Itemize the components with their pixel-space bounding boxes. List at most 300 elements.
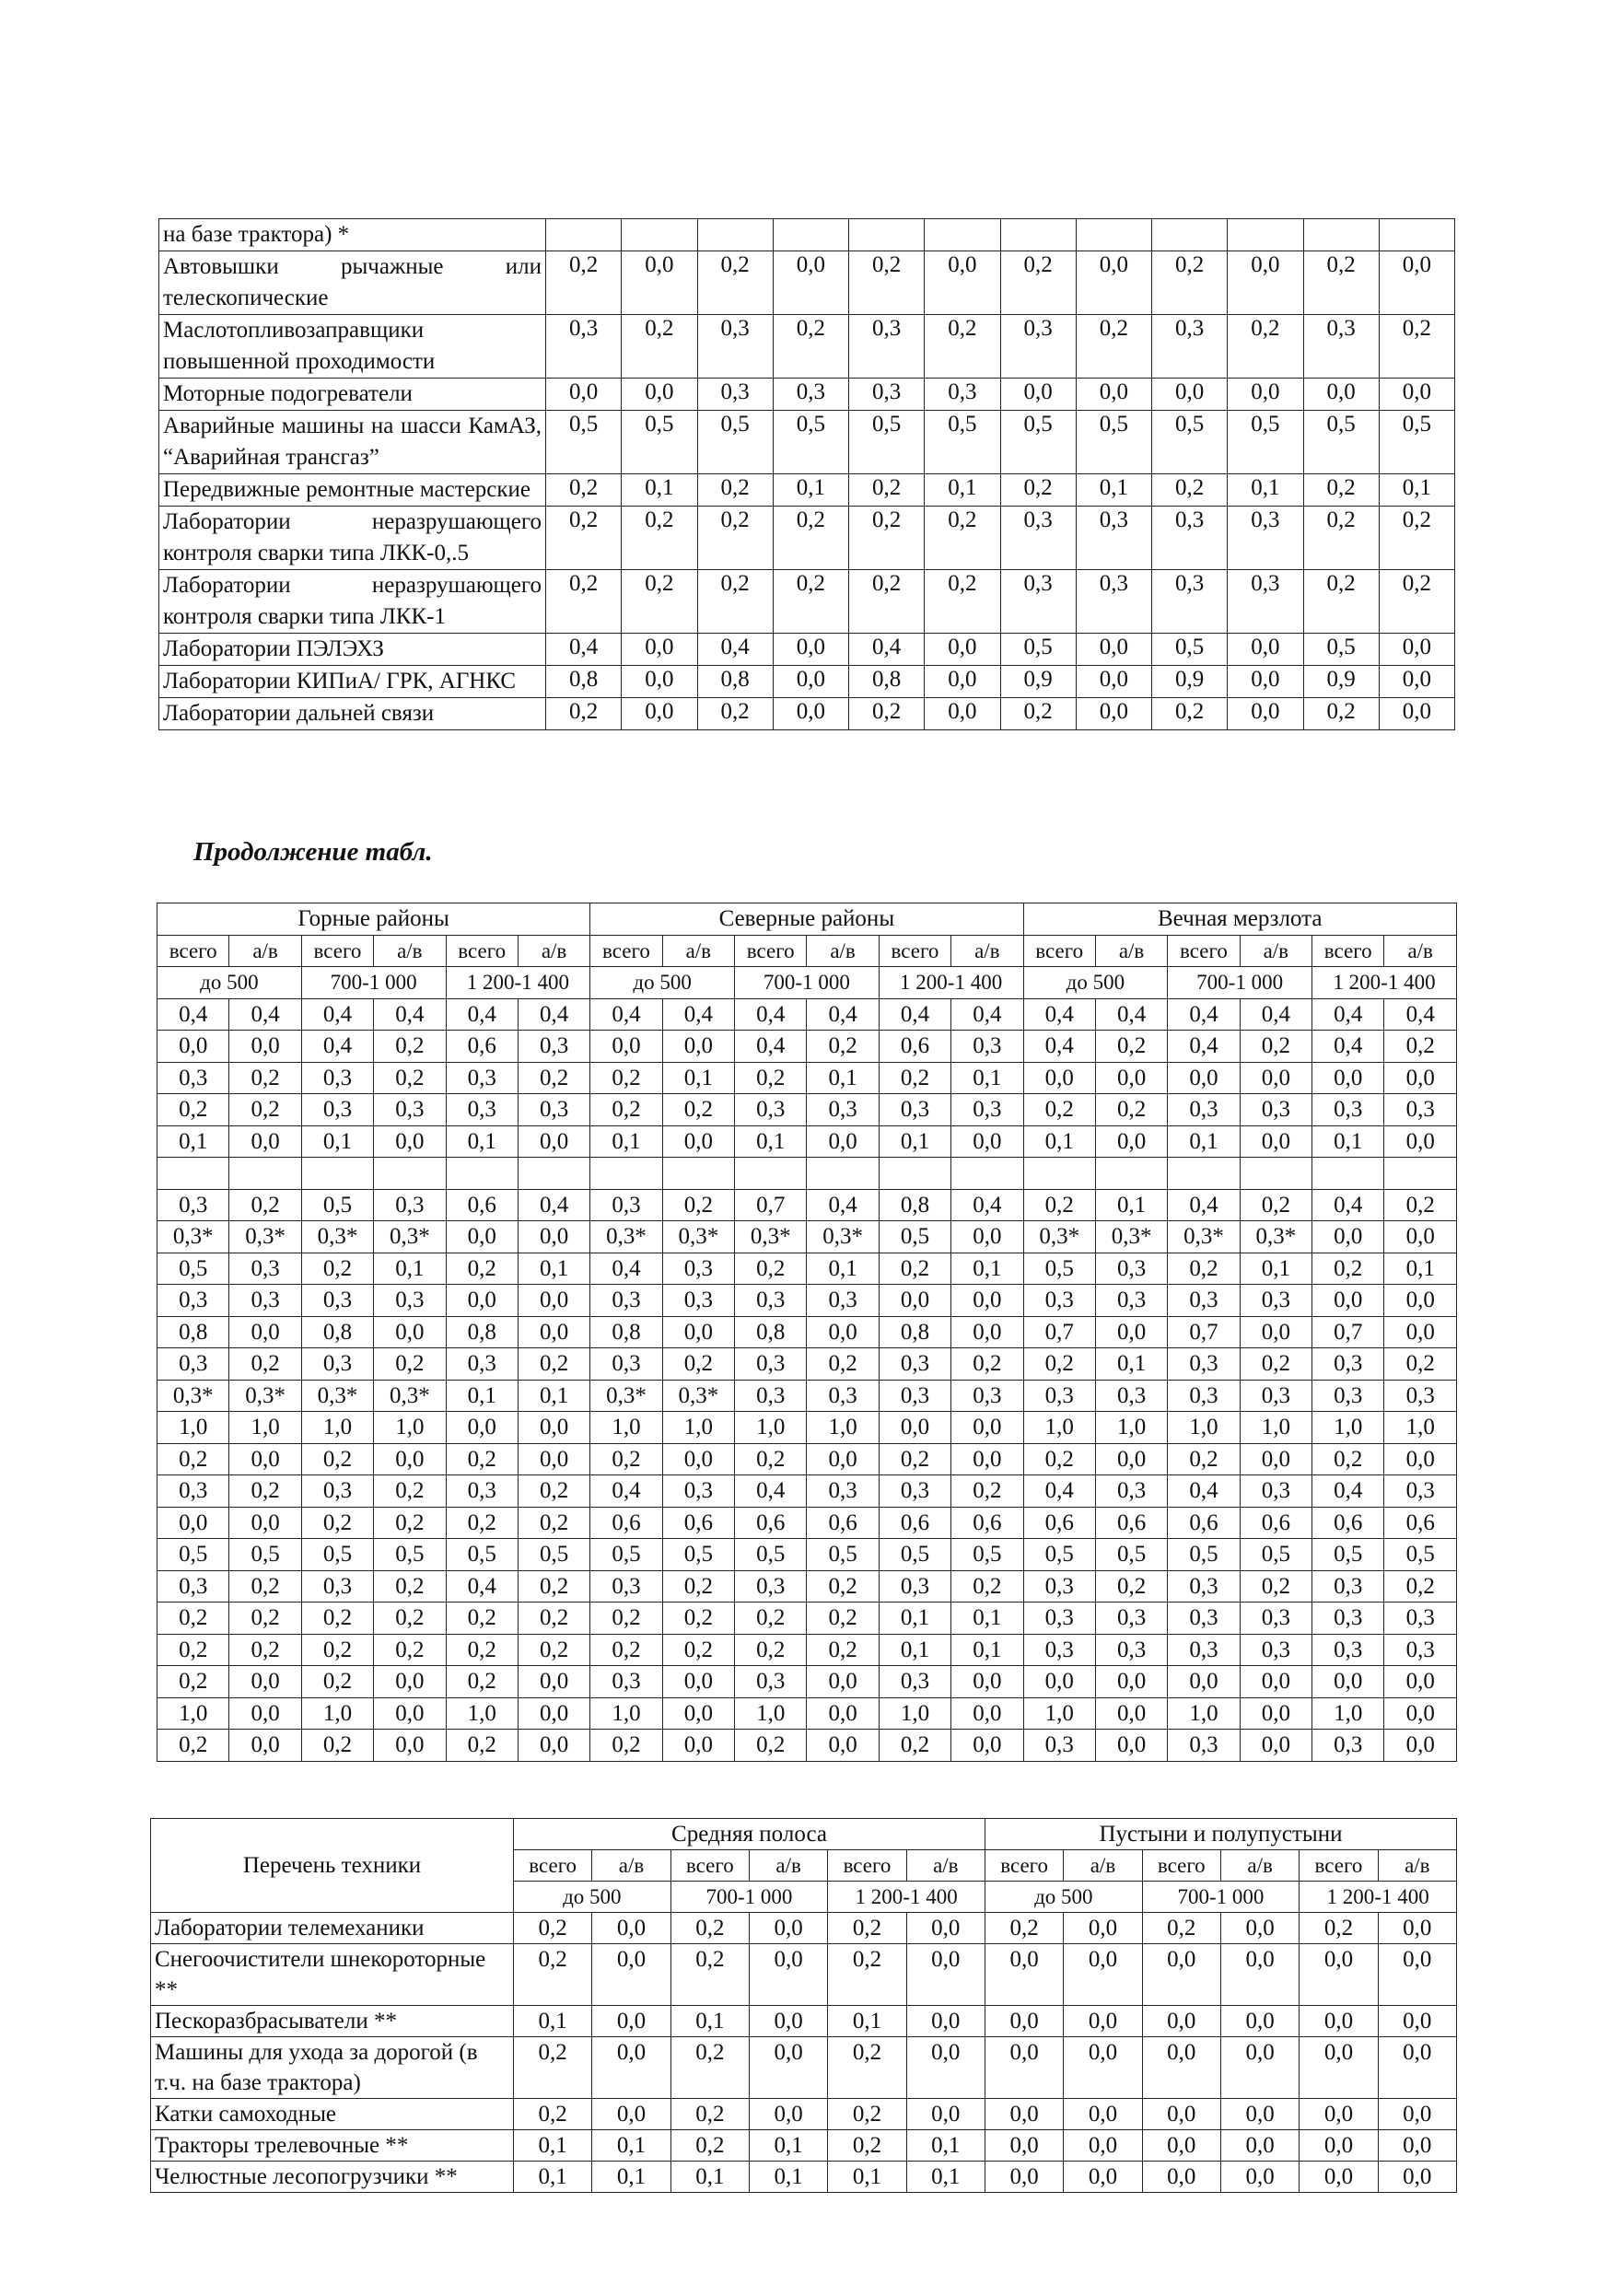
table-cell — [1000, 219, 1076, 251]
table-cell: 0,4 — [879, 998, 950, 1031]
table-cell: 0,3 — [1384, 1475, 1457, 1508]
table-cell: 0,2 — [301, 1443, 373, 1475]
table-cell: 0,2 — [662, 1348, 734, 1381]
table-cell: 1,0 — [157, 1412, 229, 1444]
table-cell: 0,7 — [1023, 1316, 1095, 1348]
table-cell: 0,3 — [925, 379, 1000, 411]
row-label: на базе трактора) * — [159, 219, 546, 251]
table-cell: 0,3* — [157, 1380, 229, 1412]
table-cell: 0,1 — [670, 2162, 749, 2193]
table-cell: 0,0 — [1228, 251, 1303, 315]
table-cell: 0,0 — [518, 1125, 589, 1158]
row-label: Машины для ухода за дорогой (в т.ч. на базе трактора) — [151, 2037, 514, 2099]
table-row — [159, 219, 1455, 251]
table-row — [159, 411, 1455, 474]
table-cell: 0,2 — [1300, 1913, 1378, 1944]
table-cell: 0,3 — [1312, 1094, 1384, 1126]
table-row — [159, 315, 1455, 379]
table-cell: 0,3 — [807, 1094, 879, 1126]
table-cell: 0,3* — [229, 1221, 301, 1253]
table-cell: 0,2 — [879, 1443, 950, 1475]
table-cell — [773, 219, 848, 251]
table-cell: 0,5 — [546, 411, 622, 474]
table-row — [157, 1285, 1457, 1317]
table-cell: 0,0 — [1142, 1944, 1220, 2006]
table-cell: 0,3 — [1095, 1475, 1167, 1508]
table-cell: 0,3 — [1312, 1730, 1384, 1762]
table-cell: 0,4 — [807, 1189, 879, 1221]
table-cell: 0,0 — [1240, 1730, 1311, 1762]
table-cell: 0,4 — [301, 998, 373, 1031]
table-regions — [157, 903, 1457, 1762]
table-cell: 0,3 — [301, 1285, 373, 1317]
table-cell: 0,0 — [1300, 2006, 1378, 2037]
table-cell: 0,4 — [1312, 1189, 1384, 1221]
table-cell — [951, 1158, 1023, 1190]
table-cell: 0,2 — [697, 507, 773, 570]
table-cell: 0,0 — [985, 2162, 1063, 2193]
table-row — [159, 474, 1455, 507]
table-cell: 0,1 — [879, 1603, 950, 1635]
table-cell: 0,0 — [951, 1666, 1023, 1698]
table-cell: 0,0 — [1240, 1062, 1311, 1094]
table-cell: 0,0 — [518, 1697, 589, 1730]
table-cell: 0,4 — [735, 1475, 807, 1508]
table-cell: 0,2 — [1023, 1094, 1095, 1126]
table-cell: 0,0 — [662, 1031, 734, 1063]
table-cell: 0,2 — [446, 1666, 518, 1698]
table-cell: 0,0 — [1384, 1221, 1457, 1253]
table-cell: 0,2 — [374, 1634, 446, 1666]
subhead-total: всего — [590, 935, 662, 967]
table-cell: 0,0 — [1379, 379, 1454, 411]
table-cell — [807, 1158, 879, 1190]
subhead-av: а/в — [1378, 1850, 1456, 1882]
table-cell: 0,0 — [592, 2099, 670, 2130]
table-cell: 0,0 — [807, 1125, 879, 1158]
table-row — [157, 1221, 1457, 1253]
table-cell: 0,0 — [374, 1666, 446, 1698]
table-cell: 0,5 — [622, 411, 697, 474]
table-cell: 0,2 — [514, 2037, 592, 2099]
table-cell: 0,4 — [735, 998, 807, 1031]
table-cell: 0,2 — [1023, 1189, 1095, 1221]
table-cell: 0,3 — [590, 1189, 662, 1221]
table-cell: 0,4 — [518, 998, 589, 1031]
table-cell: 0,0 — [662, 1125, 734, 1158]
table-cell: 0,3 — [1303, 315, 1379, 379]
table-cell: 0,0 — [749, 2099, 827, 2130]
table-cell: 0,3 — [735, 1285, 807, 1317]
table-row — [157, 1094, 1457, 1126]
table-cell: 1,0 — [735, 1412, 807, 1444]
table-cell: 0,0 — [518, 1412, 589, 1444]
row-label: Пескоразбрасыватели ** — [151, 2006, 514, 2037]
row-label: Моторные подогреватели — [159, 379, 546, 411]
table-cell: 0,4 — [301, 1031, 373, 1063]
table-cell: 0,2 — [229, 1603, 301, 1635]
table-cell: 0,0 — [1064, 1913, 1142, 1944]
table-cell: 0,9 — [1000, 666, 1076, 698]
table-row — [157, 1316, 1457, 1348]
table-cell: 0,5 — [1023, 1539, 1095, 1571]
table-cell: 0,2 — [951, 1348, 1023, 1381]
table-cell: 0,6 — [807, 1507, 879, 1539]
table-cell: 0,2 — [1095, 1094, 1167, 1126]
table-cell: 0,5 — [301, 1539, 373, 1571]
table-cell: 0,2 — [807, 1031, 879, 1063]
table-cell: 0,6 — [1384, 1507, 1457, 1539]
table-cell: 0,6 — [446, 1189, 518, 1221]
table-cell: 0,4 — [807, 998, 879, 1031]
region-header: Вечная мерзлота — [1023, 903, 1457, 936]
table-cell: 0,2 — [1240, 1189, 1311, 1221]
table-cell: 0,0 — [1220, 1944, 1299, 2006]
table-cell: 0,3 — [1168, 1348, 1240, 1381]
table-row — [151, 2099, 1457, 2130]
table-cell: 0,2 — [807, 1634, 879, 1666]
table-cell: 0,0 — [807, 1730, 879, 1762]
table-cell: 0,5 — [157, 1539, 229, 1571]
table-cell: 0,3 — [1152, 570, 1228, 634]
row-label: Катки самоходные — [151, 2099, 514, 2130]
table-cell: 0,2 — [374, 1603, 446, 1635]
table-cell: 0,2 — [735, 1634, 807, 1666]
table-cell: 0,3 — [879, 1475, 950, 1508]
table-cell: 0,0 — [1095, 1730, 1167, 1762]
table-cell: 0,3 — [662, 1475, 734, 1508]
table-cell: 0,0 — [906, 2099, 985, 2130]
table-cell: 0,1 — [1023, 1125, 1095, 1158]
table-cell: 0,2 — [446, 1507, 518, 1539]
table-cell: 0,9 — [1303, 666, 1379, 698]
table-cell: 0,0 — [1142, 2162, 1220, 2193]
table-cell: 0,3* — [1168, 1221, 1240, 1253]
table-cell: 0,5 — [1000, 411, 1076, 474]
table-cell: 0,4 — [446, 1570, 518, 1603]
table-cell: 0,2 — [446, 1730, 518, 1762]
table-cell: 0,0 — [985, 1944, 1063, 2006]
table-cell: 0,7 — [1312, 1316, 1384, 1348]
table-cell: 0,6 — [446, 1031, 518, 1063]
table-row — [157, 1697, 1457, 1730]
table-cell: 0,2 — [951, 1570, 1023, 1603]
row-label: Передвижные ремонтные мастерские — [159, 474, 546, 507]
table-cell: 0,8 — [446, 1316, 518, 1348]
table-cell: 0,3 — [1023, 1570, 1095, 1603]
table-row — [157, 1666, 1457, 1698]
table-cell: 0,8 — [697, 666, 773, 698]
table-cell: 0,2 — [773, 507, 848, 570]
table-cell: 0,3 — [951, 1380, 1023, 1412]
table-cell: 0,1 — [622, 474, 697, 507]
table-cell: 0,3 — [879, 1666, 950, 1698]
table-cell: 0,7 — [735, 1189, 807, 1221]
table-cell: 0,5 — [590, 1539, 662, 1571]
subhead-total: всего — [157, 935, 229, 967]
table-cell: 0,3 — [1152, 507, 1228, 570]
table-cell: 0,3 — [849, 379, 925, 411]
table-caption: Продолжение табл. — [193, 837, 433, 867]
table-cell: 0,4 — [374, 998, 446, 1031]
table-cell — [446, 1158, 518, 1190]
table-cell: 0,0 — [1228, 634, 1303, 666]
table-cell — [849, 219, 925, 251]
table-cell: 0,4 — [590, 998, 662, 1031]
table-cell: 0,1 — [590, 1125, 662, 1158]
table-cell: 0,5 — [1312, 1539, 1384, 1571]
table-row — [157, 1158, 1457, 1190]
table-cell: 0,1 — [1384, 1253, 1457, 1285]
table-continued-top — [158, 218, 1455, 730]
table-cell: 0,3 — [1384, 1380, 1457, 1412]
table-cell: 0,0 — [1379, 634, 1454, 666]
table-cell: 1,0 — [1312, 1697, 1384, 1730]
table-cell: 1,0 — [1023, 1697, 1095, 1730]
table-cell: 0,0 — [1384, 1062, 1457, 1094]
table-cell: 0,2 — [374, 1031, 446, 1063]
table-cell: 0,2 — [925, 315, 1000, 379]
table-cell: 0,3 — [1168, 1285, 1240, 1317]
table-row — [157, 1634, 1457, 1666]
table-cell: 0,2 — [546, 570, 622, 634]
subhead-av: а/в — [229, 935, 301, 967]
table-cell: 0,2 — [773, 570, 848, 634]
table-cell: 0,0 — [229, 1697, 301, 1730]
table-cell: 0,3 — [590, 1348, 662, 1381]
table-cell: 0,3 — [1312, 1380, 1384, 1412]
table-cell: 0,0 — [1303, 379, 1379, 411]
table-cell: 0,3 — [879, 1380, 950, 1412]
table-cell — [1152, 219, 1228, 251]
table-cell: 0,2 — [1168, 1443, 1240, 1475]
table-cell: 0,0 — [951, 1443, 1023, 1475]
table-cell: 0,5 — [951, 1539, 1023, 1571]
table-cell: 0,0 — [1378, 1913, 1456, 1944]
table-cell: 0,3 — [735, 1570, 807, 1603]
table-cell: 0,0 — [446, 1285, 518, 1317]
table-cell: 0,1 — [446, 1125, 518, 1158]
table-cell: 0,6 — [662, 1507, 734, 1539]
table-cell: 0,4 — [1095, 998, 1167, 1031]
table-cell: 0,2 — [157, 1094, 229, 1126]
table-cell: 0,1 — [906, 2130, 985, 2162]
table-cell: 0,3 — [849, 315, 925, 379]
table-cell: 0,1 — [592, 2130, 670, 2162]
table-cell: 0,0 — [1378, 2037, 1456, 2099]
table-row — [151, 2162, 1457, 2193]
table-row — [157, 1412, 1457, 1444]
table-cell: 0,3* — [590, 1221, 662, 1253]
table-cell: 0,8 — [735, 1316, 807, 1348]
table-cell: 1,0 — [1023, 1412, 1095, 1444]
table-cell: 0,0 — [951, 1285, 1023, 1317]
subhead-total: всего — [514, 1850, 592, 1882]
table-cell: 0,5 — [849, 411, 925, 474]
table-cell: 0,0 — [749, 2006, 827, 2037]
table-cell: 0,2 — [1228, 315, 1303, 379]
table-cell: 0,1 — [157, 1125, 229, 1158]
table-cell: 0,2 — [1168, 1253, 1240, 1285]
table-cell: 0,0 — [773, 698, 848, 730]
table-cell: 0,0 — [807, 1316, 879, 1348]
table-cell: 0,3 — [662, 1285, 734, 1317]
table-cell: 0,2 — [590, 1603, 662, 1635]
table-cell: 0,3 — [1228, 570, 1303, 634]
table-cell: 0,2 — [301, 1634, 373, 1666]
table-cell: 0,0 — [1076, 379, 1151, 411]
table-cell: 0,3* — [1023, 1221, 1095, 1253]
subhead-total: всего — [446, 935, 518, 967]
table-cell: 0,4 — [446, 998, 518, 1031]
table-cell: 0,0 — [1300, 2099, 1378, 2130]
table-cell: 0,0 — [985, 2006, 1063, 2037]
table-cell: 0,3* — [807, 1221, 879, 1253]
range-header: 1 200-1 400 — [1300, 1882, 1457, 1913]
table-cell: 0,0 — [773, 634, 848, 666]
table-cell: 0,0 — [749, 2037, 827, 2099]
table-cell: 0,3* — [1240, 1221, 1311, 1253]
table-cell: 0,6 — [1095, 1507, 1167, 1539]
table-cell: 0,3 — [157, 1475, 229, 1508]
table-cell: 0,2 — [590, 1094, 662, 1126]
table-cell: 0,2 — [670, 2099, 749, 2130]
table-cell: 0,8 — [879, 1189, 950, 1221]
table-cell — [1095, 1158, 1167, 1190]
table-cell: 0,3 — [446, 1062, 518, 1094]
table-row — [151, 2130, 1457, 2162]
table-cell: 0,8 — [157, 1316, 229, 1348]
table-cell — [1379, 219, 1454, 251]
table-cell: 0,2 — [1095, 1570, 1167, 1603]
table-cell: 0,0 — [1300, 2037, 1378, 2099]
table-cell: 0,3 — [1240, 1475, 1311, 1508]
table-cell: 0,2 — [1312, 1253, 1384, 1285]
table-cell: 0,2 — [735, 1730, 807, 1762]
table-cell: 0,1 — [662, 1062, 734, 1094]
row-label: Автовышки рычажные или телескопические — [159, 251, 546, 315]
table-cell: 0,6 — [590, 1507, 662, 1539]
table-cell: 0,0 — [592, 1944, 670, 2006]
table-row — [157, 1062, 1457, 1094]
table-cell: 0,5 — [1384, 1539, 1457, 1571]
table-cell: 0,2 — [1240, 1570, 1311, 1603]
table-cell: 0,2 — [807, 1348, 879, 1381]
table-cell: 0,2 — [1152, 474, 1228, 507]
table-cell: 0,3 — [735, 1094, 807, 1126]
table-cell: 0,2 — [1379, 507, 1454, 570]
table-cell: 0,1 — [906, 2162, 985, 2193]
table-cell: 0,3 — [735, 1348, 807, 1381]
range-header: 1 200-1 400 — [828, 1882, 985, 1913]
table-cell: 0,2 — [697, 698, 773, 730]
table-cell: 0,5 — [773, 411, 848, 474]
table-cell: 0,2 — [1384, 1189, 1457, 1221]
table-cell: 0,2 — [1000, 474, 1076, 507]
range-header: 1 200-1 400 — [879, 967, 1023, 999]
table-cell: 0,0 — [773, 251, 848, 315]
table-cell: 0,0 — [1384, 1316, 1457, 1348]
table-cell: 0,5 — [157, 1253, 229, 1285]
table-cell: 0,2 — [828, 2099, 906, 2130]
subhead-av: а/в — [1095, 935, 1167, 967]
table-cell: 0,0 — [592, 2037, 670, 2099]
table-cell: 0,3* — [590, 1380, 662, 1412]
table-cell: 0,3 — [546, 315, 622, 379]
row-label: Лаборатории ПЭЛЭХЗ — [159, 634, 546, 666]
table-cell: 0,2 — [301, 1730, 373, 1762]
table-cell: 0,3 — [807, 1380, 879, 1412]
table-cell: 0,0 — [807, 1443, 879, 1475]
table-cell: 0,0 — [1384, 1666, 1457, 1698]
table-cell: 0,0 — [1312, 1062, 1384, 1094]
table-cell: 0,2 — [697, 474, 773, 507]
table-cell: 0,1 — [374, 1253, 446, 1285]
row-label: Лаборатории неразрушающего контроля сварки типа ЛКК-0,.5 — [159, 507, 546, 570]
table-cell: 0,3 — [1095, 1253, 1167, 1285]
header-row-regions — [157, 903, 1457, 936]
table-cell: 0,8 — [546, 666, 622, 698]
table-cell: 0,0 — [1228, 666, 1303, 698]
region-header: Пустыни и полупустыни — [985, 1819, 1456, 1850]
table-cell: 0,0 — [1220, 2037, 1299, 2099]
table-cell: 0,0 — [622, 379, 697, 411]
subhead-total: всего — [301, 935, 373, 967]
table-cell: 0,3 — [1023, 1285, 1095, 1317]
table-cell: 0,4 — [1240, 998, 1311, 1031]
subhead-av: а/в — [1064, 1850, 1142, 1882]
table-cell: 1,0 — [807, 1412, 879, 1444]
table-cell: 0,2 — [229, 1570, 301, 1603]
table-cell: 0,3 — [1152, 315, 1228, 379]
table-cell: 0,3* — [301, 1221, 373, 1253]
table-cell: 0,1 — [828, 2162, 906, 2193]
table-cell: 0,2 — [518, 1475, 589, 1508]
subhead-total: всего — [1168, 935, 1240, 967]
table-cell: 0,2 — [925, 507, 1000, 570]
table-row — [159, 698, 1455, 730]
table-cell: 0,0 — [518, 1316, 589, 1348]
table-cell: 0,2 — [1303, 474, 1379, 507]
table-cell: 0,0 — [1220, 2006, 1299, 2037]
table-cell: 0,2 — [1303, 507, 1379, 570]
table-cell: 0,2 — [301, 1603, 373, 1635]
table-cell: 0,0 — [374, 1697, 446, 1730]
table-cell: 0,3* — [301, 1380, 373, 1412]
table-cell: 0,0 — [374, 1443, 446, 1475]
table-cell: 0,6 — [735, 1507, 807, 1539]
subhead-total: всего — [828, 1850, 906, 1882]
table-cell: 0,2 — [1152, 698, 1228, 730]
table-cell: 0,0 — [374, 1125, 446, 1158]
table-cell: 0,2 — [697, 570, 773, 634]
table-cell: 0,3 — [1384, 1094, 1457, 1126]
table-cell: 0,0 — [1312, 1221, 1384, 1253]
table-cell: 0,0 — [229, 1316, 301, 1348]
table-cell: 0,4 — [157, 998, 229, 1031]
table-cell: 0,2 — [518, 1062, 589, 1094]
table-cell: 0,3 — [1023, 1380, 1095, 1412]
header-row-subheads — [157, 935, 1457, 967]
table-cell: 0,0 — [1095, 1125, 1167, 1158]
table-cell: 0,2 — [1240, 1031, 1311, 1063]
table-cell: 0,3* — [374, 1221, 446, 1253]
table-cell: 0,1 — [1168, 1125, 1240, 1158]
table-cell: 0,3 — [157, 1570, 229, 1603]
table-cell: 0,5 — [662, 1539, 734, 1571]
table-cell: 0,2 — [546, 251, 622, 315]
table-cell: 0,8 — [879, 1316, 950, 1348]
